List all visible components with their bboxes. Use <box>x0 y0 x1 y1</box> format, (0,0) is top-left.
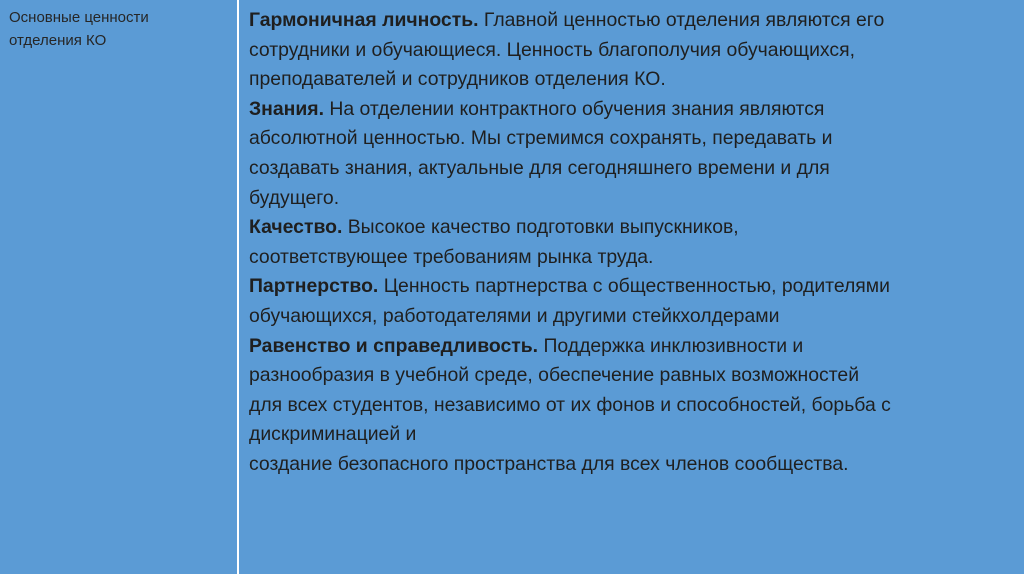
value-text: Ценность партнерства с общественностью, родителями <box>378 275 890 298</box>
value-term: Гармоничная личность. <box>249 9 479 31</box>
value-line <box>249 184 1016 214</box>
value-line <box>249 420 1016 450</box>
value-term: Равенство и справедливость. <box>249 334 539 357</box>
value-item <box>249 272 1016 331</box>
value-text: обучающихся, работодателями и другими стейкхолдерами <box>249 304 780 327</box>
value-text: соответствующее требованиям рынка труда. <box>249 245 654 268</box>
value-text: Поддержка инклюзивности и <box>538 334 804 357</box>
value-text: для всех студентов, независимо от их фонов и способностей, борьба с <box>249 393 891 416</box>
value-line <box>249 391 1016 421</box>
value-text: абсолютной ценностью. Мы стремимся сохранять, передавать и <box>249 127 833 150</box>
row-heading-line: отделения КО <box>9 32 107 49</box>
value-item <box>249 332 1016 480</box>
value-item <box>249 213 1016 272</box>
label-cell <box>0 0 239 574</box>
value-text: дискриминацией и <box>249 423 417 446</box>
value-text: сотрудники и обучающиеся. Ценность благополучия обучающихся, <box>249 38 855 61</box>
value-text: будущего. <box>249 186 340 209</box>
value-text: создание безопасного пространства для всех членов сообщества. <box>249 452 849 475</box>
value-line <box>249 95 1016 125</box>
value-text: Главной ценностью отделения являются его <box>478 9 885 31</box>
value-text: разнообразия в учебной среде, обеспечение равных возможностей <box>249 364 860 387</box>
value-line <box>249 302 1016 332</box>
value-line <box>249 361 1016 391</box>
value-line <box>249 332 1016 362</box>
value-line <box>249 272 1016 302</box>
value-line <box>249 213 1016 243</box>
value-line <box>249 450 1016 480</box>
value-text: На отделении контрактного обучения знания являются <box>323 97 825 120</box>
row-heading-line: Основные ценности <box>9 9 149 26</box>
value-text: создавать знания, актуальные для сегодняшнего времени и для <box>249 156 830 179</box>
value-line <box>249 65 1016 95</box>
values-list <box>249 6 1016 480</box>
value-text: преподавателей и сотрудников отделения КО. <box>249 68 666 91</box>
row-heading <box>9 6 229 52</box>
value-text: Высокое качество подготовки выпускников, <box>342 216 739 239</box>
value-line <box>249 6 1016 36</box>
value-line <box>249 154 1016 184</box>
value-line <box>249 243 1016 273</box>
value-line <box>249 36 1016 66</box>
value-item <box>249 6 1016 95</box>
value-item <box>249 95 1016 213</box>
value-term: Знания. <box>249 97 324 120</box>
value-term: Качество. <box>249 216 343 239</box>
value-line <box>249 124 1016 154</box>
content-cell <box>239 0 1024 574</box>
value-term: Партнерство. <box>249 275 379 298</box>
